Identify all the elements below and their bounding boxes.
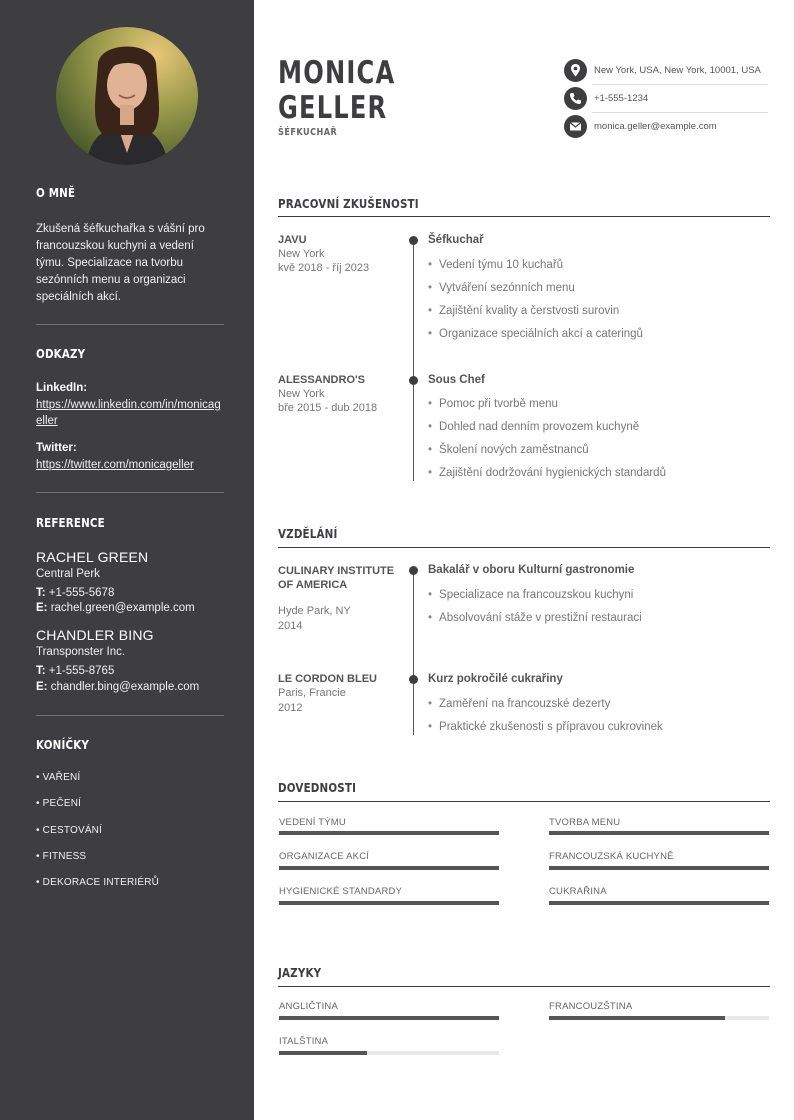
divider (36, 715, 224, 716)
skill-bar (549, 831, 769, 835)
reference-name: CHANDLER BING (36, 627, 154, 643)
duty-item: • Zajištění dodržování hygienických standardů (428, 467, 666, 479)
degree: Kurz pokročilé cukrařiny (428, 673, 563, 685)
profile-photo (56, 27, 198, 165)
twitter-label: Twitter: (36, 442, 77, 454)
job-role: Šéfkuchař (428, 234, 484, 246)
language-bar (279, 1016, 499, 1020)
skill-bar (279, 831, 499, 835)
degree: Bakalář v oboru Kulturní gastronomie (428, 564, 635, 576)
study-item: • Absolvování stáže v prestižní restauraci (428, 612, 642, 624)
duty-item: • Organizace speciálních akcí a cateringů (428, 328, 643, 340)
location-icon (564, 59, 587, 82)
language-bar (279, 1051, 499, 1055)
skill-bar (549, 866, 769, 870)
about-text: Zkušená šéfkuchařka s vášní pro francouzskou kuchyni a vedení týmu. Specializace na tvorbu sezónních menu a organizaci speciálních akcí. (36, 223, 205, 303)
contact-phone: +1-555-1234 (564, 87, 769, 113)
study-item: • Praktické zkušenosti s přípravou cukrovinek (428, 721, 663, 733)
study-dates: 2014 (278, 620, 303, 632)
phone-icon (564, 87, 587, 110)
employment-dates: bře 2015 - dub 2018 (278, 402, 378, 414)
language-label: ITALŠTINA (279, 1036, 329, 1047)
duty-item: • Zajištění kvality a čerstvosti surovin (428, 305, 619, 317)
section-rule (278, 986, 770, 987)
skill-bar (279, 901, 499, 905)
hobby-item: • VAŘENÍ (36, 772, 81, 783)
employer-name: JAVU (278, 234, 307, 246)
skill-label: CUKRAŘINA (549, 886, 607, 897)
study-item: • Specializace na francouzskou kuchyni (428, 589, 633, 601)
reference-company: Central Perk (36, 568, 100, 580)
about-heading: O MNĚ (36, 186, 76, 200)
hobby-item: • PEČENÍ (36, 798, 82, 809)
hobbies-heading: KONÍČKY (36, 738, 90, 752)
reference-name: RACHEL GREEN (36, 549, 149, 565)
reference-phone: T: +1-555-5678 (36, 587, 115, 599)
reference-company: Transponster Inc. (36, 646, 126, 658)
experience-heading: PRACOVNÍ ZKUŠENOSTI (278, 197, 419, 211)
study-item: • Zaměření na francouzské dezerty (428, 698, 610, 710)
first-name: MONICA (278, 55, 396, 91)
employment-dates: kvě 2018 - říj 2023 (278, 262, 370, 274)
divider (592, 112, 768, 113)
email-icon (564, 115, 587, 138)
references-heading: REFERENCE (36, 516, 105, 530)
reference-phone: T: +1-555-8765 (36, 665, 115, 677)
skill-label: FRANCOUZSKÁ KUCHYNĚ (549, 851, 674, 862)
twitter-link[interactable]: https://twitter.com/monicageller (36, 459, 194, 471)
contact-email: monica.geller@example.com (564, 115, 769, 141)
divider (592, 84, 768, 85)
skill-label: VEDENÍ TÝMU (279, 817, 346, 828)
contact-address: New York, USA, New York, 10001, USA (564, 59, 769, 85)
school-name: CULINARY INSTITUTE OF AMERICA (278, 565, 395, 591)
timeline-dot (409, 236, 418, 245)
timeline-dot (409, 376, 418, 385)
links-heading: ODKAZY (36, 347, 86, 361)
avatar (56, 27, 198, 165)
job-role: Sous Chef (428, 374, 485, 386)
skill-label: HYGIENICKÉ STANDARDY (279, 886, 403, 897)
skill-bar (549, 901, 769, 905)
hobby-item: • FITNESS (36, 851, 87, 862)
language-label: FRANCOUZŠTINA (549, 1001, 633, 1012)
divider (36, 324, 224, 325)
linkedin-link[interactable]: https://www.linkedin.com/in/monicageller (36, 399, 221, 427)
section-rule (278, 216, 770, 217)
timeline-line (413, 570, 414, 735)
skill-label: ORGANIZACE AKCÍ (279, 851, 370, 862)
job-title: ŠÉFKUCHAŘ (278, 127, 338, 138)
school-location: Paris, Francie (278, 687, 346, 699)
timeline-line (413, 240, 414, 481)
section-rule (278, 801, 770, 802)
school-location: Hyde Park, NY (278, 605, 351, 617)
sidebar (0, 0, 254, 1120)
divider (36, 492, 224, 493)
languages-heading: JAZYKY (278, 966, 322, 980)
language-bar (549, 1016, 769, 1020)
reference-email: E: rachel.green@example.com (36, 602, 195, 614)
study-dates: 2012 (278, 702, 303, 714)
employer-location: New York (278, 388, 325, 400)
hobby-item: • CESTOVÁNÍ (36, 825, 103, 836)
language-label: ANGLIČTINA (279, 1001, 339, 1012)
timeline-dot (409, 675, 418, 684)
duty-item: • Školení nových zaměstnanců (428, 444, 589, 456)
education-heading: VZDĚLÁNÍ (278, 527, 338, 541)
last-name: GELLER (278, 90, 388, 126)
employer-location: New York (278, 248, 325, 260)
reference-email: E: chandler.bing@example.com (36, 681, 200, 693)
duty-item: • Pomoc při tvorbě menu (428, 398, 558, 410)
duty-item: • Vytváření sezónních menu (428, 282, 575, 294)
employer-name: ALESSANDRO'S (278, 374, 365, 386)
hobby-item: • DEKORACE INTERIÉRŮ (36, 877, 160, 888)
timeline-dot (409, 566, 418, 575)
skills-heading: DOVEDNOSTI (278, 781, 357, 795)
linkedin-label: LinkedIn: (36, 382, 88, 394)
school-name: LE CORDON BLEU (278, 673, 377, 685)
duty-item: • Vedení týmu 10 kuchařů (428, 259, 563, 271)
skill-label: TVORBA MENU (549, 817, 621, 828)
skill-bar (279, 866, 499, 870)
duty-item: • Dohled nad denním provozem kuchyně (428, 421, 639, 433)
section-rule (278, 547, 770, 548)
